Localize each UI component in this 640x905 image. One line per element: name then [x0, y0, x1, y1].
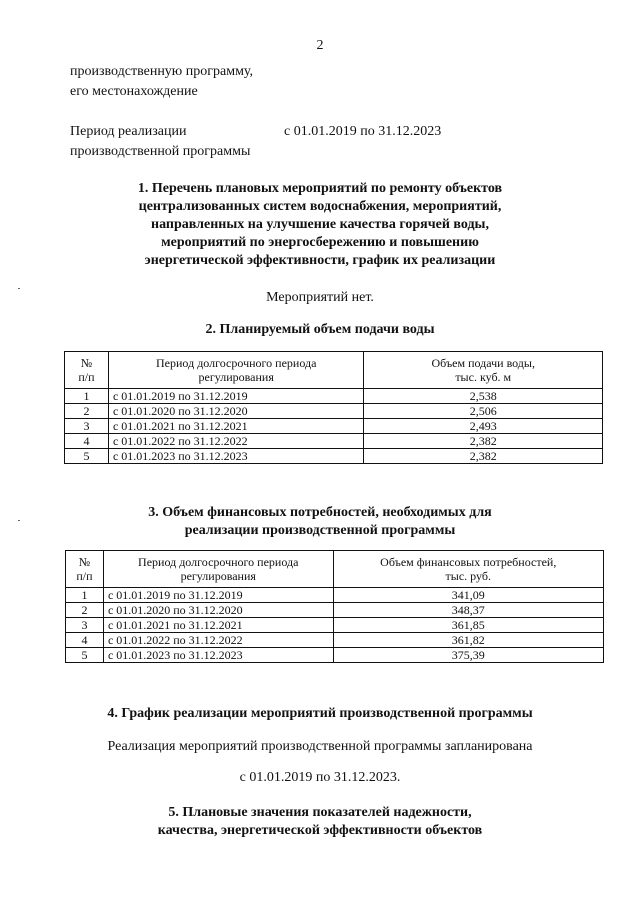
row-num: 5	[66, 648, 104, 663]
table-row	[66, 588, 604, 603]
section4-text: Реализация мероприятий производственной программы запланирована	[107, 739, 533, 754]
section4-text-period: с 01.01.2019 по 31.12.2023.	[239, 770, 401, 785]
row-num: 1	[66, 588, 104, 603]
row-value: 2,493	[364, 419, 603, 434]
water-supply-table	[64, 351, 603, 464]
row-period: с 01.01.2019 по 31.12.2019	[103, 588, 333, 603]
table-row	[66, 618, 604, 633]
row-period: с 01.01.2019 по 31.12.2019	[108, 389, 364, 404]
table-row	[65, 404, 603, 419]
header-period-line-1: Период долгосрочного периода	[138, 555, 299, 569]
header-value-line-1: Объем подачи воды,	[431, 356, 535, 370]
section1-title-line-2: централизованных систем водоснабжения, мероприятий,	[138, 199, 502, 214]
header-num-line-2: п/п	[78, 370, 95, 384]
scan-mark	[18, 288, 20, 289]
row-period: с 01.01.2021 по 31.12.2021	[108, 419, 364, 434]
row-num: 3	[65, 419, 109, 434]
row-value: 341,09	[333, 588, 603, 603]
row-period: с 01.01.2022 по 31.12.2022	[103, 633, 333, 648]
header-num	[65, 352, 109, 389]
row-num: 2	[66, 603, 104, 618]
section1-text: Мероприятий нет.	[266, 290, 374, 305]
row-period: с 01.01.2022 по 31.12.2022	[108, 434, 364, 449]
header-period	[103, 551, 333, 588]
row-num: 4	[66, 633, 104, 648]
row-period: с 01.01.2023 по 31.12.2023	[108, 449, 364, 464]
section1-title-line-3: направленных на улучшение качества горячей воды,	[151, 217, 489, 232]
row-period: с 01.01.2020 по 31.12.2020	[103, 603, 333, 618]
section3-title-line-2: реализации производственной программы	[184, 523, 456, 538]
row-num: 2	[65, 404, 109, 419]
program-location-line-1: производственную программу,	[70, 64, 254, 79]
section1-title-line-5: энергетической эффективности, график их реализации	[144, 253, 496, 268]
row-period: с 01.01.2021 по 31.12.2021	[103, 618, 333, 633]
table-row	[65, 449, 603, 464]
header-num	[66, 551, 104, 588]
row-num: 1	[65, 389, 109, 404]
header-value	[364, 352, 603, 389]
row-value: 2,382	[364, 449, 603, 464]
section1-title-line-1: 1. Перечень плановых мероприятий по ремонту объектов	[137, 181, 503, 196]
header-value-line-2: тыс. руб.	[445, 569, 491, 583]
header-period-line-2: регулирования	[198, 370, 274, 384]
row-value: 2,506	[364, 404, 603, 419]
section2-title: 2. Планируемый объем подачи воды	[205, 322, 435, 337]
header-period-line-2: регулирования	[180, 569, 256, 583]
table-header-row	[65, 352, 603, 389]
header-value-line-1: Объем финансовых потребностей,	[380, 555, 557, 569]
table-row	[66, 648, 604, 663]
page-number: 2	[316, 38, 324, 53]
row-value: 361,82	[333, 633, 603, 648]
table-row	[65, 434, 603, 449]
header-num-line-2: п/п	[76, 569, 93, 583]
header-period-line-1: Период долгосрочного периода	[156, 356, 317, 370]
scan-mark	[18, 520, 20, 521]
financial-needs-table	[65, 550, 604, 663]
row-period: с 01.01.2023 по 31.12.2023	[103, 648, 333, 663]
section4-title: 4. График реализации мероприятий производственной программы	[107, 706, 533, 721]
section3-title-line-1: 3. Объем финансовых потребностей, необходимых для	[148, 505, 492, 520]
row-value: 2,538	[364, 389, 603, 404]
section5-title-line-1: 5. Плановые значения показателей надежности,	[168, 805, 472, 820]
section5-title-line-2: качества, энергетической эффективности объектов	[157, 823, 483, 838]
row-value: 361,85	[333, 618, 603, 633]
header-value	[333, 551, 603, 588]
row-num: 5	[65, 449, 109, 464]
table-row	[65, 389, 603, 404]
period-label-line-2: производственной программы	[70, 144, 251, 159]
table-row	[65, 419, 603, 434]
period-value: с 01.01.2019 по 31.12.2023	[284, 124, 442, 139]
row-value: 348,37	[333, 603, 603, 618]
row-num: 3	[66, 618, 104, 633]
row-num: 4	[65, 434, 109, 449]
header-num-line-1: №	[78, 555, 91, 569]
row-period: с 01.01.2020 по 31.12.2020	[108, 404, 364, 419]
header-value-line-2: тыс. куб. м	[455, 370, 512, 384]
program-location-line-2: его местонахождение	[70, 84, 198, 99]
section1-title-line-4: мероприятий по энергосбережению и повышению	[161, 235, 479, 250]
header-num-line-1: №	[80, 356, 93, 370]
table-row	[66, 633, 604, 648]
row-value: 2,382	[364, 434, 603, 449]
table-row	[66, 603, 604, 618]
header-period	[108, 352, 364, 389]
period-label-line-1: Период реализации	[70, 124, 187, 139]
table-header-row	[66, 551, 604, 588]
row-value: 375,39	[333, 648, 603, 663]
